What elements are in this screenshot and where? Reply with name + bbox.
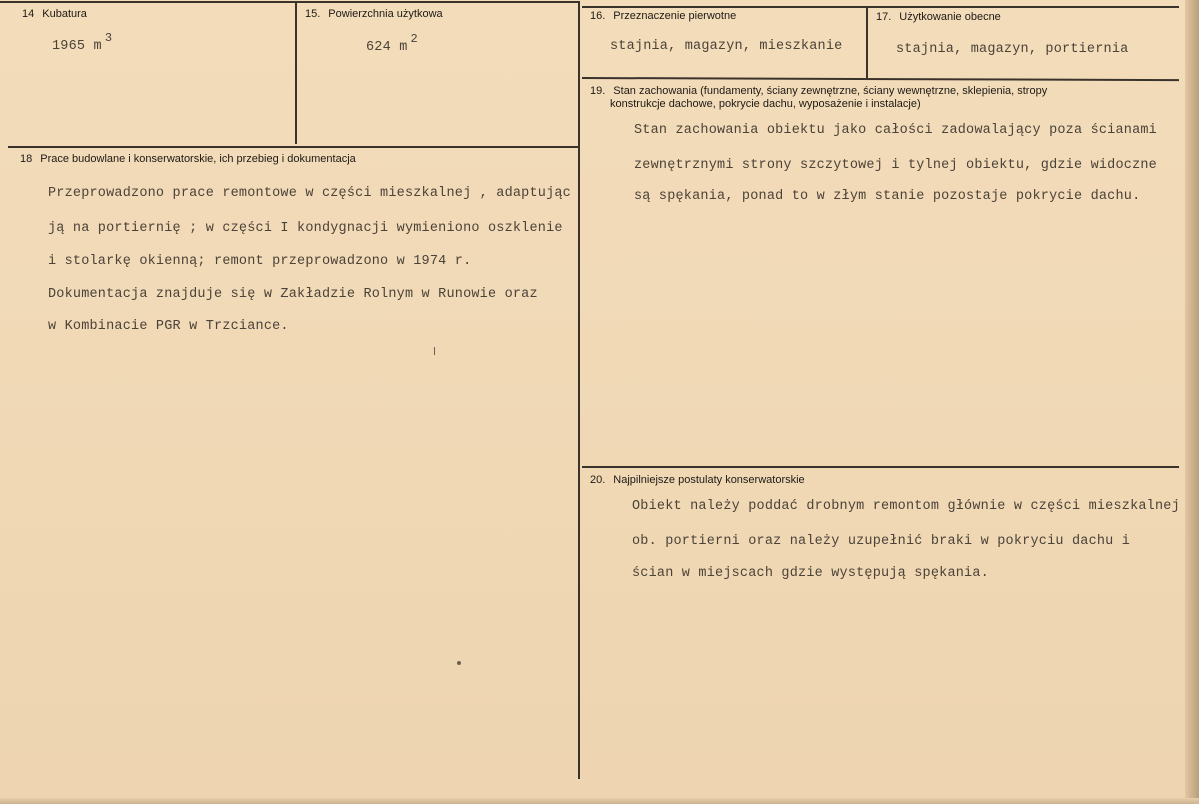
- field-18-line-1: Przeprowadzono prace remontowe w części mieszkalnej , adaptując: [48, 186, 571, 201]
- field-15-title: Powierzchnia użytkowa: [328, 8, 443, 20]
- field-19-line-3: są spękania, ponad to w złym stanie pozostaje pokrycie dachu.: [634, 189, 1141, 204]
- field-18-line-3: i stolarkę okienną; remont przeprowadzono w 1974 r.: [48, 254, 472, 269]
- field-20-label: [590, 474, 805, 487]
- field-17-number: 17.: [876, 11, 892, 23]
- field-19-title-line-1: Stan zachowania (fundamenty, ściany zewnętrzne, ściany wewnętrzne, sklepienia, stropy: [613, 85, 1048, 97]
- field-19-number: 19.: [590, 85, 606, 97]
- card-right-edge: [1185, 0, 1199, 804]
- field-17-title: Użytkowanie obecne: [899, 11, 1001, 23]
- area-value: 624 m: [366, 40, 408, 55]
- rule-under-16-17: [582, 77, 1179, 81]
- main-vertical-divider: [578, 1, 580, 779]
- field-20-number: 20.: [590, 474, 606, 486]
- field-20-line-1: Obiekt należy poddać drobnym remontom głównie w części mieszkalnej: [632, 499, 1180, 514]
- field-17-label: [876, 11, 1001, 24]
- field-20-line-2: ob. portierni oraz należy uzupełnić braki w pokryciu dachu i: [632, 534, 1131, 549]
- field-20-line-3: ścian w miejscach gdzie występują spękania.: [632, 566, 989, 581]
- divider-14-15: [295, 2, 297, 144]
- top-rule-right: [582, 6, 1179, 8]
- card-bottom-edge: [0, 798, 1199, 804]
- field-16-title: Przeznaczenie pierwotne: [613, 10, 737, 22]
- divider-16-17: [866, 6, 868, 78]
- field-14-label: [22, 8, 87, 21]
- field-16-value: stajnia, magazyn, mieszkanie: [610, 39, 843, 54]
- field-16-number: 16.: [590, 10, 606, 22]
- area-unit-exponent: 2: [410, 32, 418, 46]
- field-16-label: [590, 10, 736, 23]
- kubatura-value: 1965 m: [52, 39, 102, 54]
- field-19-label-cont: konstrukcje dachowe, pokrycie dachu, wyposażenie i instalacje): [610, 98, 921, 110]
- field-19-line-1: Stan zachowania obiektu jako całości zadowalający poza ścianami: [634, 123, 1157, 138]
- field-17-value: stajnia, magazyn, portiernia: [896, 42, 1129, 57]
- top-rule-left: [0, 1, 578, 3]
- field-14-number: 14: [22, 8, 35, 20]
- field-18-label: [20, 153, 356, 166]
- field-19-label: [590, 85, 1047, 98]
- rule-under-14-15: [8, 146, 579, 148]
- field-18-line-5: w Kombinacie PGR w Trzciance.: [48, 319, 289, 334]
- field-18-line-4: Dokumentacja znajduje się w Zakładzie Rolnym w Runowie oraz: [48, 287, 538, 302]
- rule-above-20: [582, 466, 1179, 468]
- field-18-line-2: ją na portiernię ; w części I kondygnacji wymieniono oszklenie: [48, 221, 563, 236]
- field-14-title: Kubatura: [42, 8, 87, 20]
- paper-speck: [434, 347, 435, 355]
- kubatura-unit-exponent: 3: [104, 31, 113, 45]
- field-15-number: 15.: [305, 8, 321, 20]
- field-14-value: [52, 31, 113, 54]
- paper-speck: [457, 661, 461, 665]
- field-19-line-2: zewnętrznymi strony szczytowej i tylnej obiektu, gdzie widoczne: [634, 158, 1157, 173]
- field-15-label: [305, 8, 443, 21]
- field-15-value: [366, 32, 418, 55]
- field-18-title: Prace budowlane i konserwatorskie, ich przebieg i dokumentacja: [40, 153, 356, 165]
- field-18-number: 18: [20, 153, 33, 165]
- field-20-title: Najpilniejsze postulaty konserwatorskie: [613, 474, 805, 486]
